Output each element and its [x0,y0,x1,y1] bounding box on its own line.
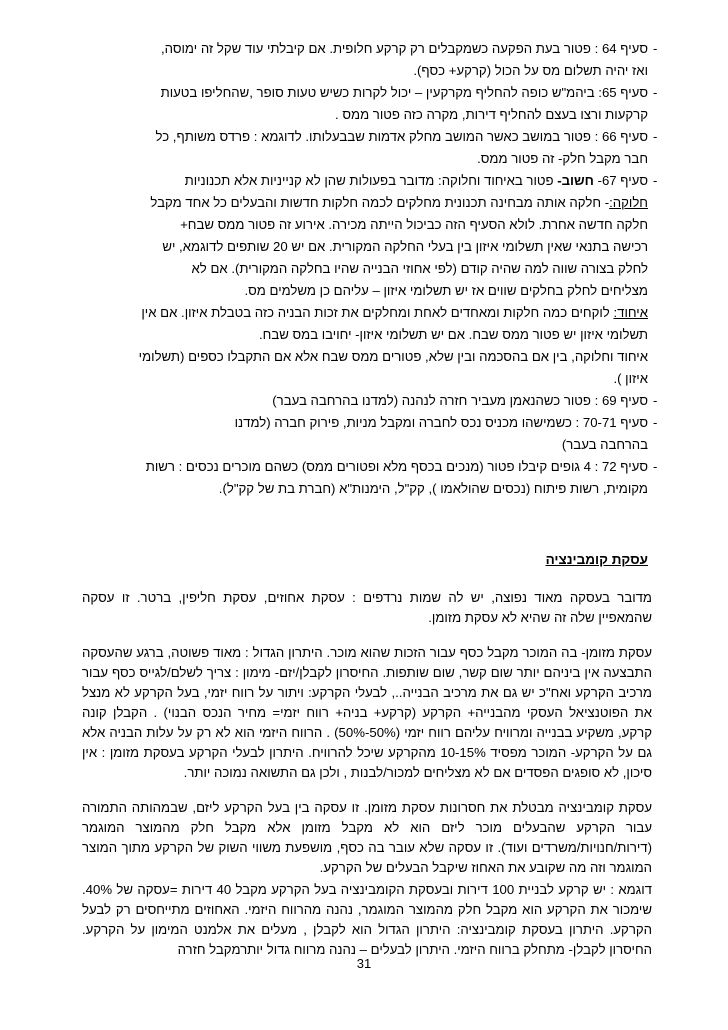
list-item-line: איזון ). [613,371,648,386]
list-bullet: - [653,41,658,56]
section-prefix: סעיף 67- [593,173,648,188]
list-item-line [150,194,648,212]
paragraph: מדובר בעסקה מאוד נפוצה, יש לה שמות נרדפים : עסקת אחוזים, עסקת חליפין, ברטר. זו עסקה שהמאפיין שלה זה שהיא לא עסקת מזומן. [82,590,652,625]
term-label: איחוד: [613,305,648,320]
list-item-line: תשלומי איזון יש פטור ממס שבח. אם יש תשלומי איזון- יחויבו במס שבח. [258,327,648,342]
list-bullet: - [653,393,658,408]
section-heading: עסקת קומבינציה [545,552,648,567]
list-item-line: קרקעות ורצו בעצם להחליף דירות, מקרה כזה פטור ממס . [335,107,648,122]
list-item-line: סעיף 64 : פטור בעת הפקעה כשמקבלים רק קרקע חלופית. אם קיבלתי עוד שקל זה ימוסה, [160,41,648,56]
section-text: פטור באיחוד וחלוקה: מדובר בפעולות שהן לא קנייניות אלא תכנוניות [184,173,558,188]
list-item-line: סעיף 66 : פטור במושב כאשר המושב מחלק אדמות שבבעלותו. לדוגמא : פרדס משותף, כל [155,129,648,144]
list-item-line: סעיף 70-71 : כשמישהו מכניס נכס לחברה ומקבל מניות, פירוק חברה (למדנו [234,415,648,430]
list-item-line: איחוד וחלוקה, בין אם בהסכמה ובין שלא, פטורים ממס שבח אלא אם התקבלו כספים (תשלומי [138,349,648,364]
list-item-line: סעיף 65: ביהמ"ש כופה להחליף מקרקעין – יכול לקרות כשיש טעות סופר ,שהחליפו בטעות [160,85,648,100]
list-item-line: חלקה חדשה אחרת. לולא הסעיף הזה כביכול הייתה מכירה. אירוע זה פטור ממס שבח+ [180,217,648,232]
list-item-line [185,172,648,190]
list-bullet: - [653,129,658,144]
list-item-line: רכישה בתנאי שאין תשלומי איזון בין בעלי החלקה המקורית. אם יש 20 שותפים לדוגמא, יש [162,239,648,254]
paragraph: דוגמא : יש קרקע לבניית 100 דירות ובעסקת הקומבינציה בעל הקרקע מקבל 40 דירות =עסקה של 40%. שימכור את הקרקע הוא מקבל חלק מהמוצר המוגמר, נהנה מהרווח היזמי. האחוזים מתייחסים רק לבעל הקרקע. היתרון בעסקת קומבינציה: היתרון הגדול הוא לקבלן , מעלים את אלמנט המימון על הקרקע. החיסרון לקבלן- מתחלק ברווח היזמי. היתרון לבעלים – נהנה מרווח גדול יותרמקבל חזרה [82,882,652,957]
list-item-line: חבר מקבל חלק- זה פטור ממס. [477,151,648,166]
list-bullet: - [653,459,658,474]
list-item-line: ואז יהיה תשלום מס על הכול (קרקע+ כסף). [413,63,648,78]
list-item-line: סעיף 72 : 4 גופים קיבלו פטור (מנכים בכסף מלא ופטורים ממס) כשהם מוכרים נכסים : רשות [145,459,648,474]
list-item-line [141,304,648,322]
paragraph: עסקת קומבינציה מבטלת את חסרונות עסקת מזומן. זו עסקה בין בעל הקרקע ליזם, שבמהותה התמורה עבור הקרקע שהבעלים מוכר ליזם הוא לא מקבל מזומן אלא מקבל חלק מהמוצר המוגמר (דירות/חנויות/משרדים ועוד). זו עסקה שלא עובר בה כסף, מושפעת משווי השוק של הקרקע מתוך המוצר המוגמר וזה מה שקובע את האחוז שיקבל הבעלים של הקרקע. [82,800,652,875]
list-item-line: בהרחבה בעבר) [561,437,648,452]
list-item-line: מצליחים לחלק בחלקים שווים אז יש תשלומי איזון – עליהם כן משלמים מס. [244,283,648,298]
term-text: - חלקה אותה מבחינה תכנונית מחלקים לכמה חלקות חדשות והבעלים כל אחד מקבל [150,195,610,210]
term-label: חלוקה: [609,195,648,210]
term-text: לוקחים כמה חלקות ומאחדים לאחת ומחלקים את זכות הבניה כזה בטבלת איזון. אם אין [141,305,614,320]
list-bullet: - [653,415,658,430]
list-item-line: לחלק בצורה שווה למה שהיה קודם (לפי אחוזי הבנייה שהיו בחלקה המקורית). אם לא [191,261,648,276]
important-label: חשוב- [557,173,594,188]
list-item-line: סעיף 69 : פטור כשהנאמן מעביר חזרה לנהנה (למדנו בהרחבה בעבר) [272,393,648,408]
page-number: 31 [356,956,372,971]
list-item-line: מקומית, רשות פיתוח (נכסים שהולאמו ), קק"ל, הימנות"א (חברת בת של קק"ל). [218,481,648,496]
paragraph: עסקת מזומן- בה המוכר מקבל כסף עבור הזכות שהוא מוכר. היתרון הגדול : מאוד פשוטה, ברגע שהעסקה התבצעה אין ביניהם יותר שום קשר, שום שותפות. החיסרון לקבלן/יזם- מימון : צריך לשלם/לגייס כסף עבור מרכיב הקרקע ואח"כ יש גם את מרכיב הבנייה.., לבעלי הקרקע: ויתור על רווח יזמי, בעל הקרקע לא מנצל את הפוטנציאל העסקי מהבנייה+ הקרקע (קרקע+ בניה+ רווח יזמי= מחיר הנכס הבנוי) . הקבלן קונה קרקע, משקיע בבנייה ומרוויח עליהם רווח יזמי (50%-50%) . הרווח היזמי הוא לא רק על עלות הבניה אלא גם על הקרקע- המוכר מפסיד 10-15% מהקרקע שיכל להרוויח. היתרון לבעלי הקרקע בעסקת מזומן : אין סיכון, לא סופגים הפסדים אם לא מצליחים למכור/לבנות , ולכן גם התשואה נמוכה יותר. [82,645,652,780]
list-bullet: - [653,173,658,188]
list-bullet: - [653,85,658,100]
